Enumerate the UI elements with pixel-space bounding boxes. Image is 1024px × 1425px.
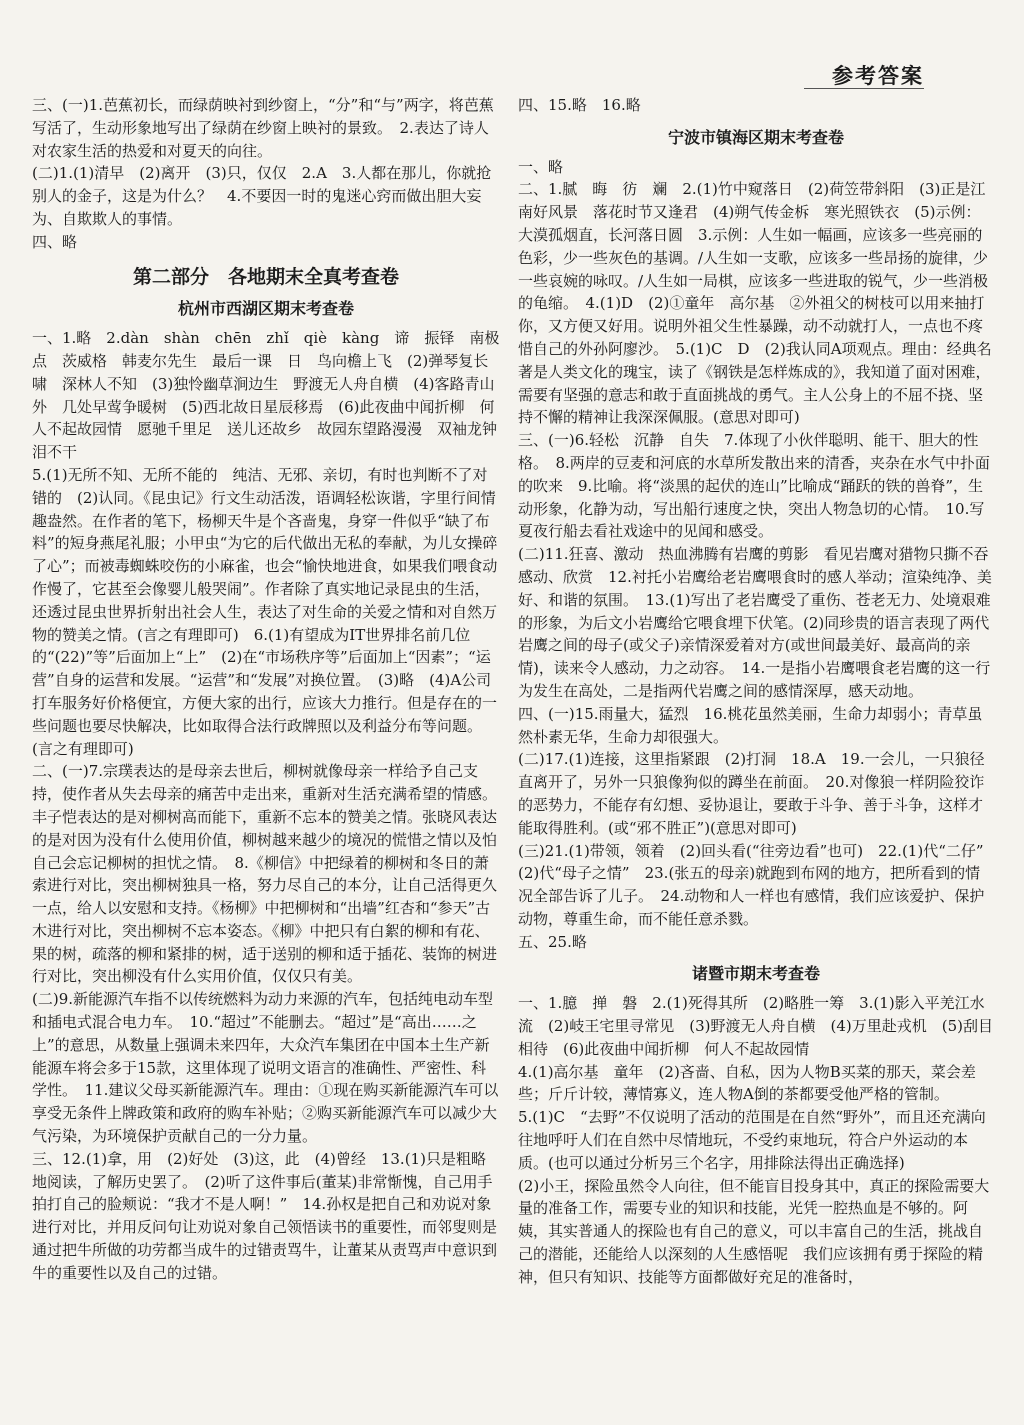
right-column xyxy=(518,94,1004,1289)
right-para-7: (二)17.(1)连接，这里指紧跟 (2)打洞 18.A 19.一会儿，一只狼径直离开了，另外一只狼像狗似的蹲坐在前面。 20.对像狼一样阴险狡诈的恶势力，不能存有幻想、妥协退让，要敢于斗争、善于斗争，这样才能取得胜利。(或“邪不胜正”)(意思对即可) xyxy=(518,750,985,837)
right-para-10: 一、1.臆 掸 磐 2.(1)死得其所 (2)略胜一筹 3.(1)影入平羌江水流 (2)岐王宅里寻常见 (3)野渡无人舟自横 (4)万里赴戎机 (5)刮目相待 (6)此夜曲中闻折柳 何人不起故园情 xyxy=(518,994,993,1058)
left-para-2: (二)1.(1)清早 (2)离开 (3)只，仅仅 2.A 3.人都在那儿，你就抢别人的金子，这是为什么？ 4.不要因一时的鬼迷心窍而做出胆大妄为、自欺欺人的事情。 xyxy=(32,164,492,228)
right-para-5: (二)11.狂喜、激动 热血沸腾有岩鹰的剪影 看见岩鹰对猎物只撕不吞 感动、欣赏 12.衬托小岩鹰给老岩鹰喂食时的感人举动；渲染纯净、美好、和谐的氛围。 13.(1)写出了老岩鹰受了重伤、苍老无力、处境艰难的形象，为后文小岩鹰给它喂食埋下伏笔。(2)同珍贵的语言表现了两代岩鹰之间的母子(或父子)亲情深爱着对方(或世间最美好、最高尚的亲情)，读来令人感动，力之动容。 14.一是指小岩鹰喂食老岩鹰的这一行为发生在高处，二是指两代岩鹰之间的感情深厚，感天动地。 xyxy=(518,545,1004,700)
right-para-3: 二、1.腻 晦 彷 斓 2.(1)竹中窥落日 (2)荷笠带斜阳 (3)正是江南好风景 落花时节又逢君 (4)朔气传金柝 寒光照铁衣 (5)示例：大漠孤烟直，长河落日圆 3.示例：人生如一幅画，应该多一些亮丽的色彩，少一些灰色的基调。/人生如一支歌，应该多一些昂扬的旋律，少一些哀婉的咏叹。/人生如一局棋，应该多一些进取的锐气，少一些消极的龟缩。 4.(1)D (2)①童年 高尔基 ②外祖父的树枝可以用来抽打你，又方便又好用。说明外祖父生性暴躁，动不动就打人，一点也不疼惜自己的外孙阿廖沙。 5.(1)C D (2)我认同A项观点。理由：经典名著是人类文化的瑰宝，读了《钢铁是怎样炼成的》，我知道了面对困难，需要有坚强的意志和敢于直面挑战的勇气。主人公身上的不屈不挠、坚持不懈的精神让我深深佩服。(意思对即可) xyxy=(518,180,992,427)
right-para-1: 四、15.略 16.略 xyxy=(518,96,641,114)
left-column xyxy=(32,94,500,1285)
left-para-3: 四、略 xyxy=(32,232,78,251)
left-para-8: 三、12.(1)拿，用 (2)好处 (3)这，此 (4)曾经 13.(1)只是粗略地阅读，了解历史罢了。 (2)听了这件事后(董某)非常惭愧，自己用手拍打自己的脸颊说：“我才不是人啊！” 14.孙权是把自己和劝说对象进行对比，并用反问句让劝说对象自己领悟读书的重要性，而邻叟则是通过把牛所做的功劳都当成牛的过错责骂牛，让董某从责骂声中意识到牛的重要性以及自己的过错。 xyxy=(32,1149,498,1282)
left-para-7: (二)9.新能源汽车指不以传统燃料为动力来源的汽车，包括纯电动车型和插电式混合电力车。 10.“超过”不能删去。“超过”是“高出……之上”的意思，从数量上强调未来四年，大众汽车集团在中国本土生产新能源车将会多于15款，这里体现了说明文语言的准确性、严密性、科学性。 11.建议父母买新能源汽车。理由：①现在购买新能源汽车可以享受无条件上牌政策和政府的购车补贴；②购买新能源汽车可以减少大气污染，为环境保护贡献自己的一分力量。 xyxy=(32,990,499,1146)
left-para-6: 二、(一)7.宗璞表达的是母亲去世后，柳树就像母亲一样给予自己支持，使作者从失去母亲的痛苦中走出来，重新对生活充满希望的情感。丰子恺表达的是对柳树高而能下，重新不忘本的赞美之情。张晓风表达的是对因为没有什么使用价值，柳树越来越少的境况的慌惜之情以及怕自己会忘记柳树的担忧之情。 8.《柳信》中把绿着的柳树和冬日的萧索进行对比，突出柳树独具一格，努力尽自己的本分，让自己活得更久一点，给人以安慰和支持。《杨柳》中把柳树和“出墙”红杏和“参天”古木进行对比，突出柳树不忘本姿态。《柳》中把只有白絮的柳和有花、果的树，疏落的柳和紧排的树，适于送别的柳和适于插花、装饰的树进行对比，突出柳没有什么实用价值，仅仅只有美。 xyxy=(32,762,498,986)
exam-title-zhuji: 诸暨市期末考查卷 xyxy=(691,964,820,984)
answer-key-tag: 参考答案 xyxy=(832,64,924,88)
right-para-9: 五、25.略 xyxy=(518,932,587,951)
left-para-5: 5.(1)无所不知、无所不能的 纯洁、无邪、亲切，有时也判断不了对错的 (2)认同。《昆虫记》行文生动活泼，语调轻松诙谐，字里行间情趣盎然。在作者的笔下，杨柳天牛是个吝啬鬼，身穿一件似乎“缺了布料”的短身燕尾礼服；小甲虫“为它的后代做出无私的奉献，为儿女操碎了心”；而被毒蜘蛛咬伤的小麻雀，也会“愉快地进食，如果我们喂食动作慢了，它甚至会像婴儿般哭闹”。作者除了真实地记录昆虫的生活，还透过昆虫世界折射出社会人生，表达了对生命的关爱之情和对自然万物的赞美之情。(言之有理即可) 6.(1)有望成为IT世界排名前几位的“(22)”等”后面加上“上” (2)在“市场秩序等”后面加上“因素”；“运营”自身的运营和发展。“运营”和“发展”对换位置。 (3)略 (4)A公司打车服务好价格便宜，方便大家的出行，应该大力推行。但是存在的一些问题也要尽快解决，比如取得合法行政牌照以及利益分布等问题。(言之有理即可) xyxy=(32,465,498,758)
exam-title-hangzhou: 杭州市西湖区期末考查卷 xyxy=(177,299,354,319)
right-para-11: 4.(1)高尔基 童年 (2)吝啬、自私，因为人物B买菜的那天，菜会差些；斤斤计较，薄情寡义，连人物A倒的茶都要受他严格的管制。 xyxy=(518,1062,976,1104)
right-para-12: 5.(1)C “去野”不仅说明了活动的范围是在自然“野外”，而且还充满向往地呼吁人们在自然中尽情地玩，不受约束地玩，符合户外运动的本质。(也可以通过分析另三个名字，用排除法得出正确选择) xyxy=(518,1108,986,1172)
left-para-4: 一、1.略 2.dàn shàn chēn zhǐ qiè kàng 谛 振铎 南极点 茨威格 韩麦尔先生 最后一课 日 鸟向檐上飞 (2)弹琴复长啸 深林人不知 (3)独怜幽草涧边生 野渡无人舟自横 (4)客路青山外 几处早莺争暖树 (5)西北故日星辰移焉 (6)此夜曲中闻折柳 何人不起故园情 愿驰千里足 送儿还故乡 故园东望路漫漫 双袖龙钟泪不干 xyxy=(32,329,500,462)
header-rule xyxy=(804,88,924,89)
left-para-1: 三、(一)1.芭蕉初长，而绿荫映衬到纱窗上，“分”和“与”两字，将芭蕉写活了，生动形象地写出了绿荫在纱窗上映衬的景致。 2.表达了诗人对农家生活的热爱和对夏天的向往。 xyxy=(32,96,494,160)
right-para-6: 四、(一)15.雨量大，猛烈 16.桃花虽然美丽，生命力却弱小；青草虽然朴素无华，生命力却很强大。 xyxy=(518,704,983,746)
right-para-2: 一、略 xyxy=(518,157,564,176)
right-para-8: (三)21.(1)带领，领着 (2)回头看(“往旁边看”也可) 22.(1)代“二仔” (2)代“母子之情” 23.(张五的母亲)就跑到布网的地方，把所看到的情况全部告诉了儿子。 24.动物和人一样也有感情，我们应该爱护、保护动物，尊重生命，而不能任意杀戮。 xyxy=(518,841,999,928)
right-para-4: 三、(一)6.轻松 沉静 自失 7.体现了小伙伴聪明、能干、胆大的性格。 8.两岸的豆麦和河底的水草所发散出来的清香，夹杂在水气中扑面的吹来 9.比喻。将“淡黑的起伏的连山”比喻成“踊跃的铁的兽脊”，生动形象，化静为动，写出船行速度之快，突出人物急切的心情。 10.写夏夜行船去看社戏途中的见闻和感受。 xyxy=(518,431,990,541)
part-two-title: 第二部分 各地期末全真考查卷 xyxy=(132,265,399,288)
exam-title-ningbo: 宁波市镇海区期末考查卷 xyxy=(667,127,844,147)
right-para-13: (2)小王，探险虽然令人向往，但不能盲目投身其中，真正的探险需要大量的准备工作，需要专业的知识和技能，光凭一腔热血是不够的。阿姨，其实普通人的探险也有自己的意义，可以丰富自己的生活，挑战自己的潜能，还能给人以深刻的人生感悟呢 我们应该拥有勇于探险的精神，但只有知识、技能等方面都做好充足的准备时， xyxy=(518,1176,990,1286)
